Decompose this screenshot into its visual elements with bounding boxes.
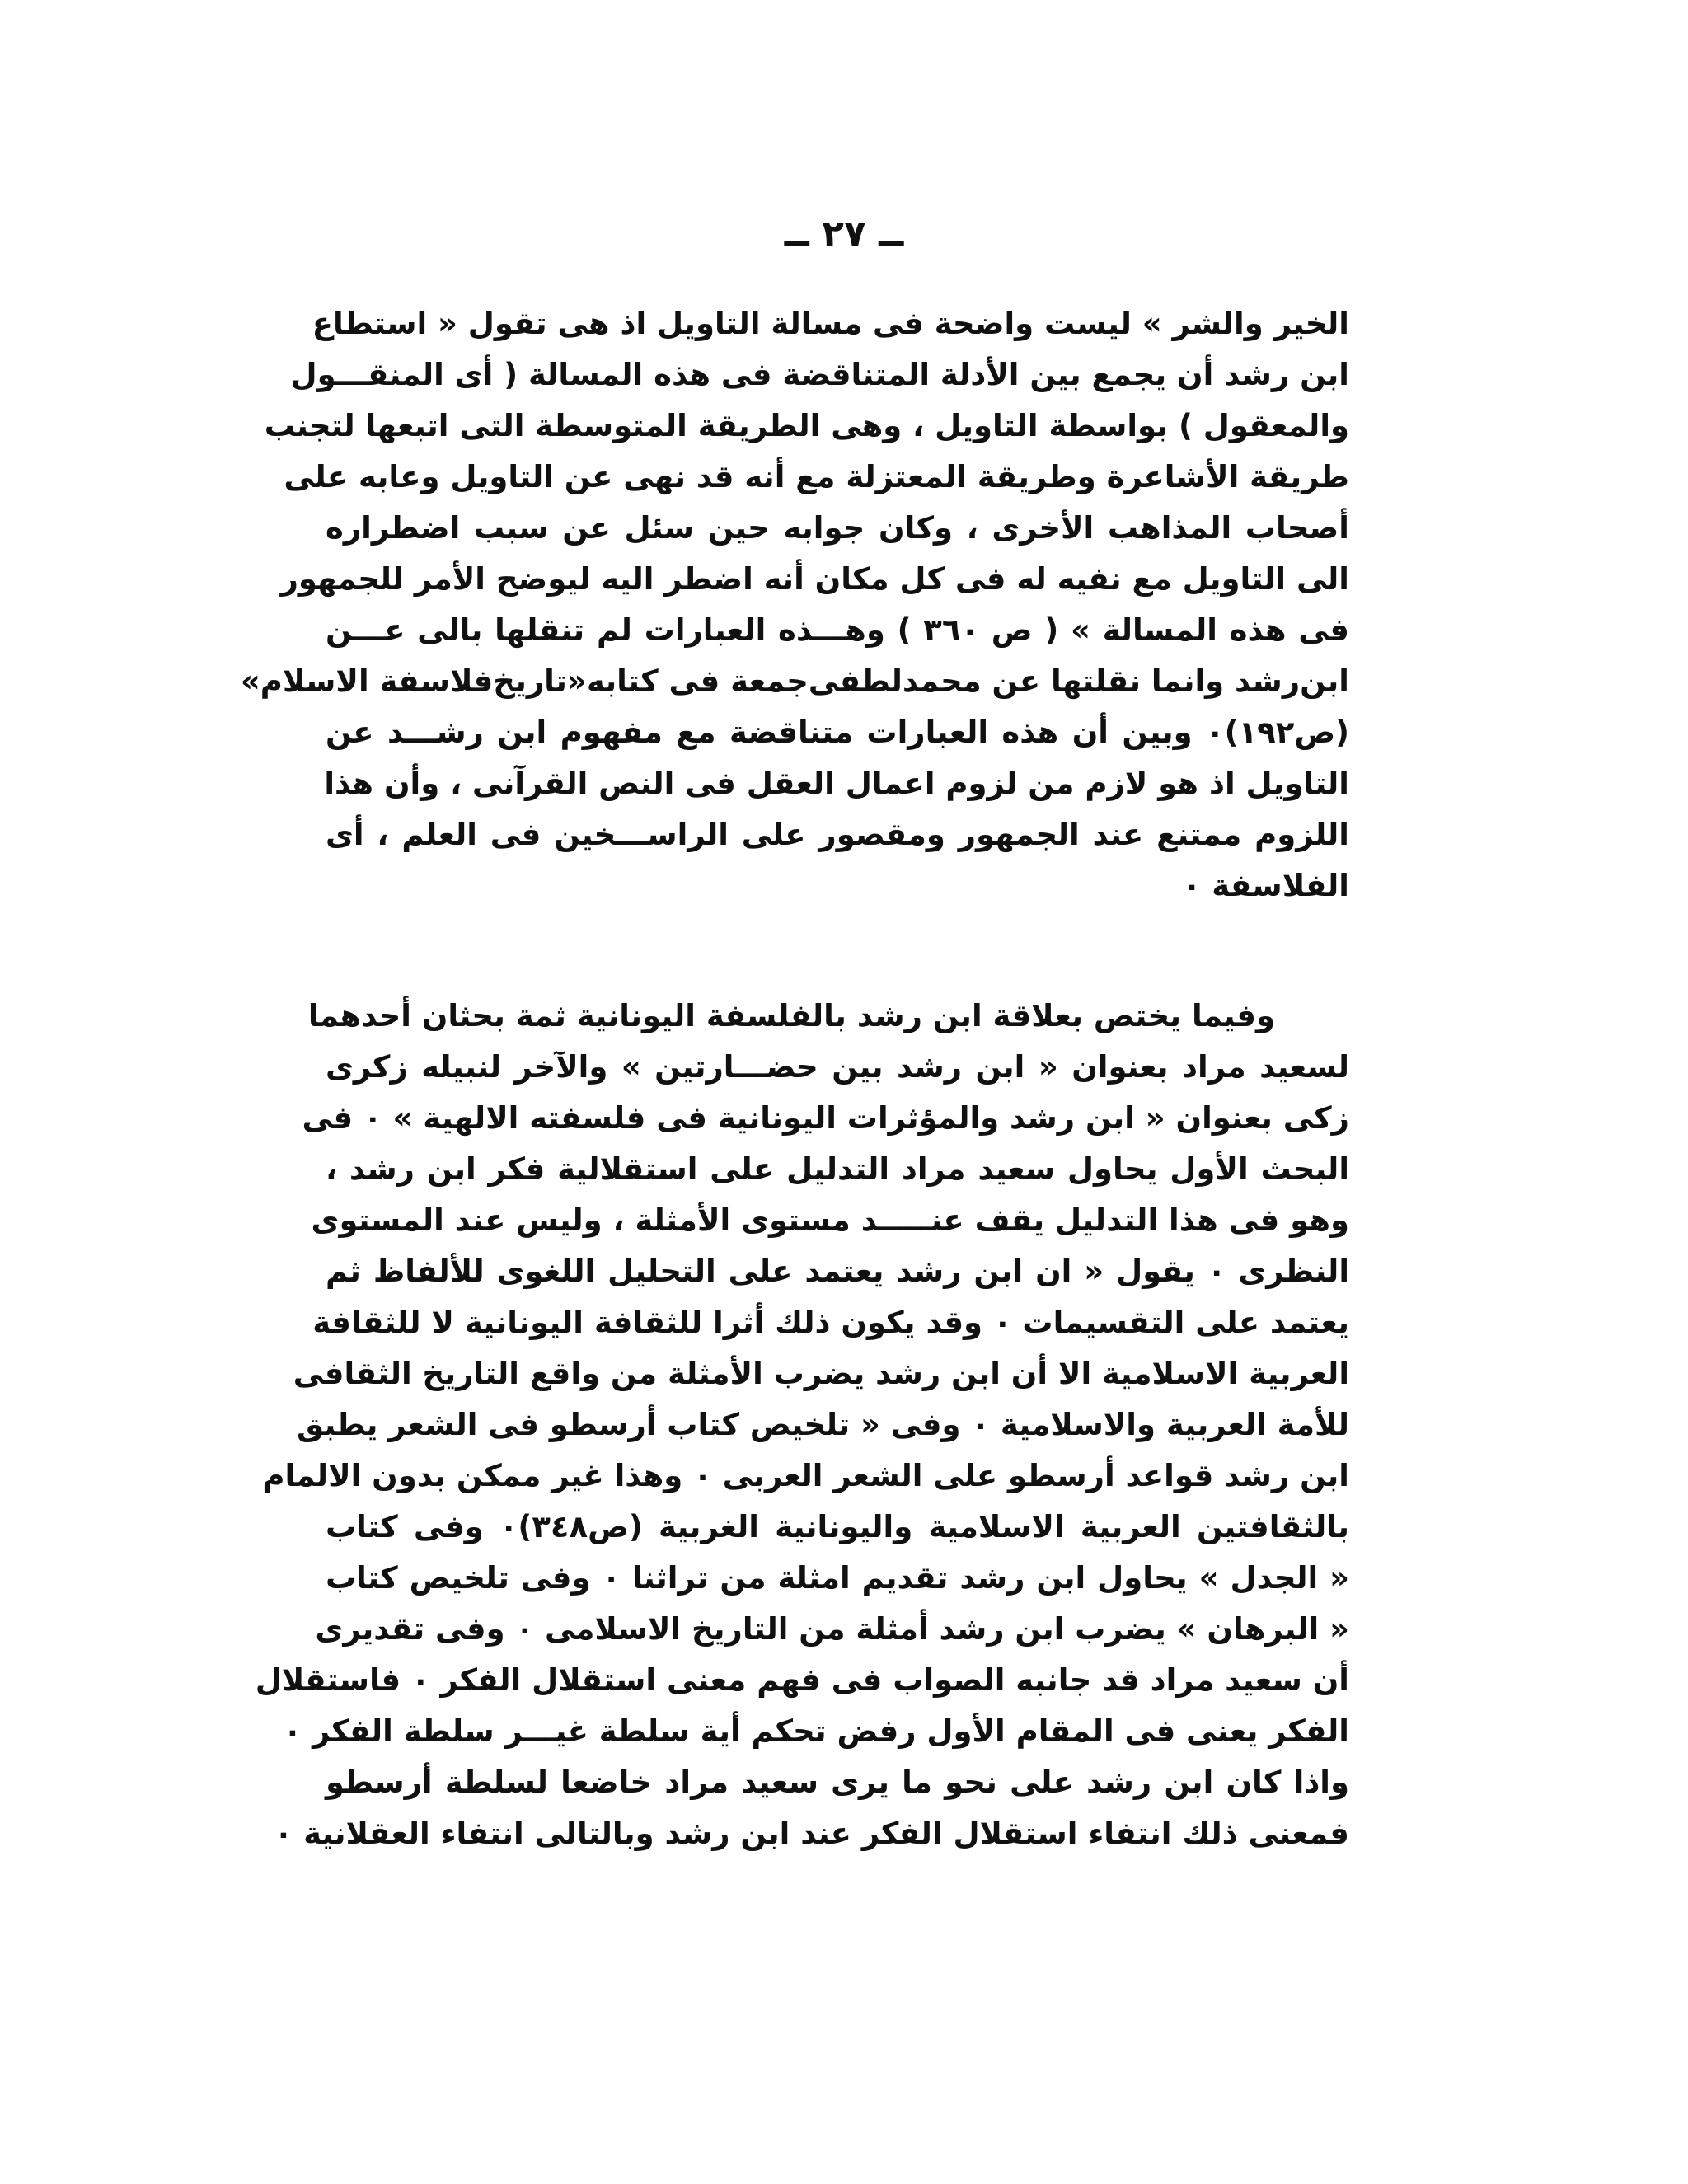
text-line: بالثقافتين العربية الاسلامية واليونانية الغربية (ص٣٤٨)٠ وفى كتاب <box>326 1509 1349 1544</box>
text-line: للأمة العربية والاسلامية ٠ وفى « تلخيص كتاب أرسطو فى الشعر يطبق <box>297 1407 1349 1442</box>
text-line: الى التاويل مع نفيه له فى كل مكان أنه اضطر اليه ليوضح الأمر للجمهور <box>280 561 1349 597</box>
text-line: ابن رشد قواعد أرسطو على الشعر العربى ٠ وهذا غير ممكن بدون الالمام <box>262 1458 1349 1493</box>
text-line: أن سعيد مراد قد جانبه الصواب فى فهم معنى استقلال الفكر ٠ فاستقلال <box>255 1662 1349 1698</box>
text-line: ابن رشد أن يجمع بين الأدلة المتناقضة فى هذه المسالة ( أى المنقـــول <box>290 357 1349 392</box>
text-line: الفلاسفة ٠ <box>1182 868 1349 903</box>
text-line: الفكر يعنى فى المقام الأول رفض تحكم أية سلطة غيـــر سلطة الفكر ٠ <box>283 1713 1349 1749</box>
text-line: طريقة الأشاعرة وطريقة المعتزلة مع أنه قد نهى عن التاويل وعابه على <box>284 459 1349 494</box>
text-line: البحث الأول يحاول سعيد مراد التدليل على استقلالية فكر ابن رشد ، <box>326 1151 1349 1187</box>
text-line: التاويل اذ هو لازم من لزوم اعمال العقل فى النص القرآنى ، وأن هذا <box>324 766 1349 801</box>
text-line: وهو فى هذا التدليل يقف عنـــــد مستوى الأمثلة ، وليس عند المستوى <box>311 1202 1349 1238</box>
text-line: (ص١٩٢)٠ وبين أن هذه العبارات متناقضة مع مفهوم ابن رشـــد عن <box>326 715 1349 750</box>
text-line: زكى بعنوان « ابن رشد والمؤثرات اليونانية فى فلسفته الالهية » ٠ فى <box>302 1100 1349 1136</box>
text-line: ابن‌رشد وانما نقلتها عن محمدلطفى‌جمعة فى كتابه«تاريخ‌فلاسفة الاسلام» <box>240 663 1349 699</box>
text-line: « الجدل » يحاول ابن رشد تقديم امثلة من تراثنا ٠ وفى تلخيص كتاب <box>326 1560 1349 1596</box>
text-line: اللزوم ممتنع عند الجمهور ومقصور على الراســـخين فى العلم ، أى <box>326 817 1349 852</box>
text-line: والمعقول ) بواسطة التاويل ، وهى الطريقة المتوسطة التى اتبعها لتجنب <box>264 408 1349 443</box>
text-line: أصحاب المذاهب الأخرى ، وكان جوابه حين سئل عن سبب اضطراره <box>326 510 1349 546</box>
text-line: واذا كان ابن رشد على نحو ما يرى سعيد مراد خاضعا لسلطة أرسطو <box>326 1765 1349 1800</box>
paragraph-1 <box>240 298 1349 912</box>
text-line: النظرى ٠ يقول « ان ابن رشد يعتمد على التحليل اللغوى للألفاظ ثم <box>326 1254 1350 1289</box>
text-line: الخير والشر » ليست واضحة فى مسالة التاويل اذ هى تقول « استطاع <box>312 306 1349 341</box>
text-line: فى هذه المسالة » ( ص ٣٦٠ ) وهـــذه العبارات لم تنقلها بالى عـــن <box>326 612 1349 648</box>
text-line: يعتمد على التقسيمات ٠ وقد يكون ذلك أثرا للثقافة اليونانية لا للثقافة <box>312 1305 1349 1340</box>
text-line: فمعنى ذلك انتفاء استقلال الفكر عند ابن رشد وبالتالى انتفاء العقلانية ٠ <box>274 1816 1349 1851</box>
paragraph-2 <box>255 991 1350 1859</box>
text-line: « البرهان » يضرب ابن رشد أمثلة من التاريخ الاسلامى ٠ وفى تقديرى <box>315 1611 1349 1647</box>
text-line: وفيما يختص بعلاقة ابن رشد بالفلسفة اليونانية ثمة بحثان أحدهما <box>307 998 1275 1033</box>
page-number: ــ ٢٧ ــ <box>784 213 904 255</box>
text-line: العربية الاسلامية الا أن ابن رشد يضرب الأمثلة من واقع التاريخ الثقافى <box>293 1356 1349 1391</box>
text-line: لسعيد مراد بعنوان « ابن رشد بين حضـــارتين » والآخر لنبيله زكرى <box>326 1049 1349 1085</box>
